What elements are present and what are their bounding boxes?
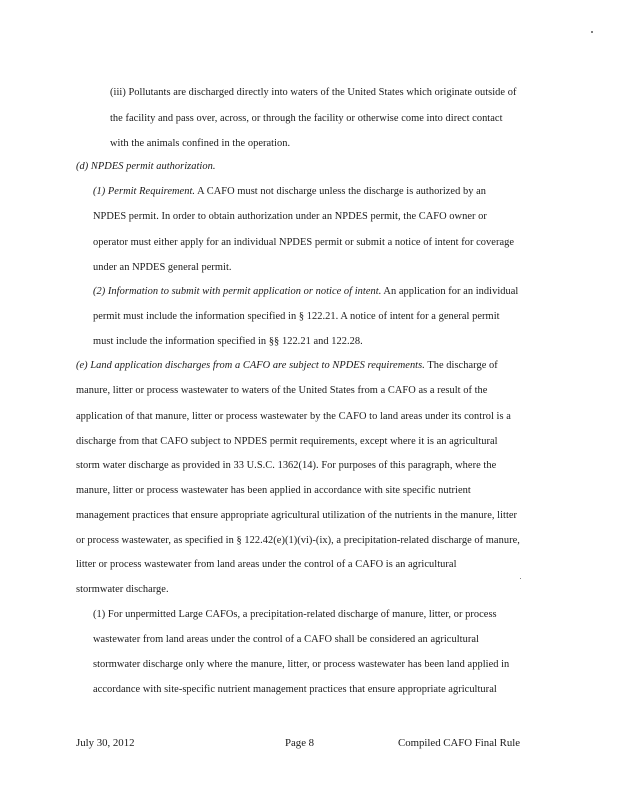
paragraph-d2-label: (2) Information to submit with permit application or notice of intent. xyxy=(93,286,382,297)
footer-page-number: Page 8 xyxy=(285,737,315,749)
text-line: permit must include the information specified in § 122.21. A notice of intent for a general permit xyxy=(93,311,500,322)
text-line: application of that manure, litter or process wastewater by the CAFO to land areas under its control is a xyxy=(76,411,511,422)
paragraph-d1-label: (1) Permit Requirement. xyxy=(93,186,196,197)
text-line: NPDES permit. In order to obtain authorization under an NPDES permit, the CAFO owner or xyxy=(93,211,487,222)
text-line: wastewater from land areas under the control of a CAFO shall be considered an agricultural xyxy=(93,634,479,645)
text-line: stormwater discharge. xyxy=(76,584,169,595)
text-line: the facility and pass over, across, or through the facility or otherwise come into direct contact xyxy=(110,113,503,124)
text-line: must include the information specified in §§ 122.21 and 122.28. xyxy=(93,336,363,347)
footer-document-title: Compiled CAFO Final Rule xyxy=(398,737,521,749)
text-line: with the animals confined in the operation. xyxy=(110,138,291,149)
text-line: (1) For unpermitted Large CAFOs, a precipitation-related discharge of manure, litter, or process xyxy=(93,609,497,620)
text-line: under an NPDES general permit. xyxy=(93,262,232,273)
text-line: accordance with site-specific nutrient management practices that ensure appropriate agricultural xyxy=(93,684,497,695)
text-line: litter or process wastewater from land areas under the control of a CAFO is an agricultural xyxy=(76,559,457,570)
text-line: storm water discharge as provided in 33 U.S.C. 1362(14). For purposes of this paragraph, where the xyxy=(76,460,497,471)
scan-speck xyxy=(520,578,521,579)
scan-speck xyxy=(591,31,593,33)
footer-date: July 30, 2012 xyxy=(76,737,135,749)
paragraph-e-first-line xyxy=(76,359,498,373)
text-line: or process wastewater, as specified in § 122.42(e)(1)(vi)-(ix), a precipitation-related discharge of manure, xyxy=(76,535,520,546)
paragraph-d1-first-line xyxy=(93,185,486,199)
text-line: stormwater discharge only where the manure, litter, or process wastewater has been land applied in xyxy=(93,659,510,670)
text-span: The discharge of xyxy=(424,360,498,371)
text-span: A CAFO must not discharge unless the discharge is authorized by an xyxy=(195,186,487,197)
paragraph-d2-first-line xyxy=(93,285,518,299)
text-line: manure, litter or process wastewater to waters of the United States from a CAFO as a result of the xyxy=(76,385,488,396)
text-span: An application for an individual xyxy=(381,286,519,297)
text-line: management practices that ensure appropriate agricultural utilization of the nutrients in the manure, litter xyxy=(76,510,518,521)
paragraph-e-label: (e) Land application discharges from a CAFO are subject to NPDES requirements. xyxy=(76,360,425,371)
text-line: manure, litter or process wastewater has been applied in accordance with site specific nutrient xyxy=(76,485,471,496)
text-line: (iii) Pollutants are discharged directly into waters of the United States which originate outside of xyxy=(110,87,517,98)
section-heading-d: (d) NPDES permit authorization. xyxy=(76,161,216,172)
text-line: discharge from that CAFO subject to NPDES permit requirements, except where it is an agricultural xyxy=(76,436,498,447)
text-line: operator must either apply for an individual NPDES permit or submit a notice of intent for coverage xyxy=(93,237,515,248)
